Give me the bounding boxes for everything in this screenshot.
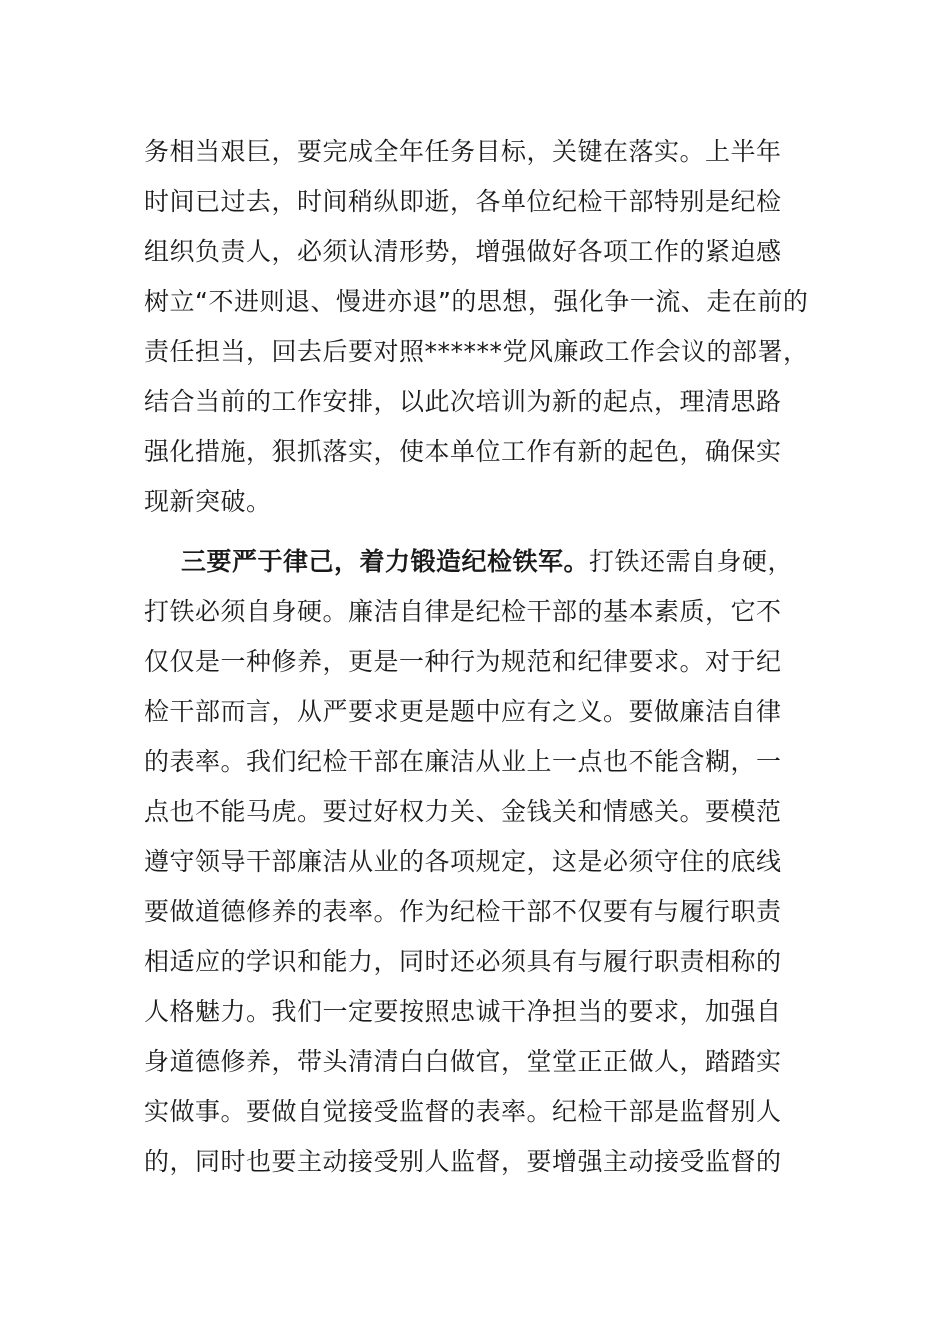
text-span: 打铁还需自身硬， [589,547,794,576]
text-line: 人格魅力。我们一定要按照忠诚干净担当的要求，加强自 [144,997,782,1026]
text-line: 遵守领导干部廉洁从业的各项规定，这是必须守住的底线 [144,847,782,876]
text-line: 点也不能马虎。要过好权力关、金钱关和情感关。要模范 [144,797,782,826]
text-line: 的表率。我们纪检干部在廉洁从业上一点也不能含糊，一 [144,747,782,776]
text-line: 时间已过去，时间稍纵即逝，各单位纪检干部特别是纪检 [144,187,782,216]
text-line: 身道德修养，带头清清白白做官，堂堂正正做人，踏踏实 [144,1047,782,1076]
text-line: 相适应的学识和能力，同时还必须具有与履行职责相称的 [144,947,782,976]
text-line: 结合当前的工作安排，以此次培训为新的起点，理清思路 [144,387,782,416]
text-line: 打铁必须自身硬。廉洁自律是纪检干部的基本素质，它不 [144,597,782,626]
text-line: 的，同时也要主动接受别人监督，要增强主动接受监督的 [144,1147,782,1176]
text-line: 责任担当，回去后要对照******党风廉政工作会议的部署， [144,337,809,366]
section-heading: 三要严于律己，着力锻造纪检铁军。 [181,547,590,576]
paragraph-2 [144,537,810,1187]
text-line: 仅仅是一种修养，更是一种行为规范和纪律要求。对于纪 [144,647,782,676]
paragraph-1 [144,127,810,527]
text-line: 实做事。要做自觉接受监督的表率。纪检干部是监督别人 [144,1097,782,1126]
text-line: 要做道德修养的表率。作为纪检干部不仅要有与履行职责 [144,897,782,926]
text-line: 强化措施，狠抓落实，使本单位工作有新的起色，确保实 [144,437,782,466]
text-line: 检干部而言，从严要求更是题中应有之义。要做廉洁自律 [144,697,782,726]
text-line: 树立“不进则退、慢进亦退”的思想，强化争一流、走在前的 [144,287,809,316]
text-line: 现新突破。 [144,487,272,516]
text-line: 务相当艰巨，要完成全年任务目标，关键在落实。上半年 [144,137,782,166]
text-line: 组织负责人，必须认清形势，增强做好各项工作的紧迫感 [144,237,782,266]
paragraph-first-line [144,537,810,587]
